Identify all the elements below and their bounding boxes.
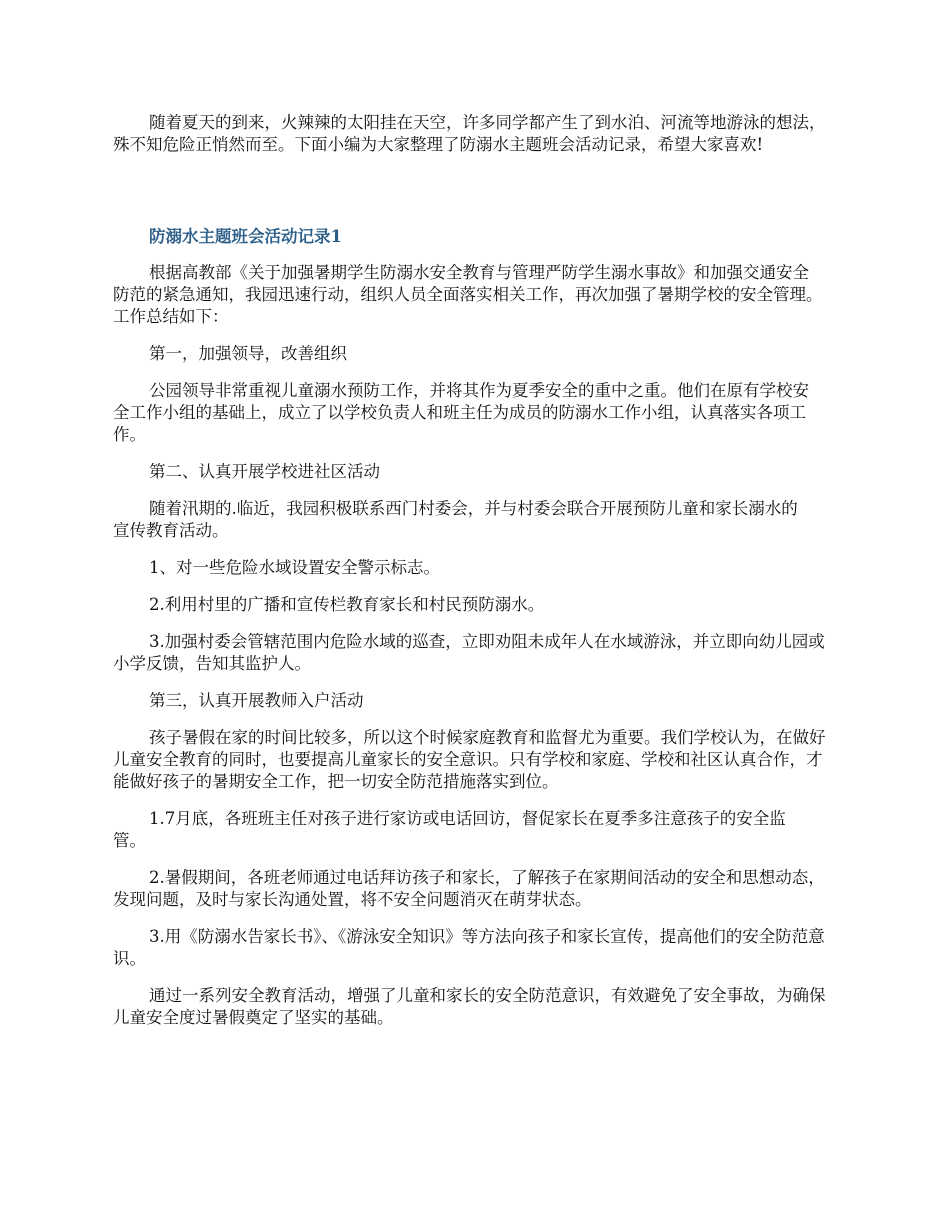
- body-paragraph: 公园领导非常重视儿童溺水预防工作，并将其作为夏季安全的重中之重。他们在原有学校安全工作小组的基础上，成立了以学校负责人和班主任为成员的防溺水工作小组，认真落实各项工作。: [113, 381, 809, 444]
- body-paragraph: 第三，认真开展教师入户活动: [149, 691, 364, 710]
- body-paragraph: 1.7月底，各班班主任对孩子进行家访或电话回访，督促家长在夏季多注意孩子的安全监管。: [113, 809, 786, 850]
- document-page: [113, 112, 837, 1044]
- section-title: 防溺水主题班会活动记录1: [149, 227, 342, 246]
- body-paragraph: 1、对一些危险水域设置安全警示标志。: [149, 558, 440, 577]
- body-paragraph: 2.利用村里的广播和宣传栏教育家长和村民预防溺水。: [149, 595, 545, 614]
- body-paragraph: 3.用《防溺水告家长书》、《游泳安全知识》等方法向孩子和家长宣传，提高他们的安全防范意识。: [113, 927, 825, 968]
- body-paragraph: 第二、认真开展学校进社区活动: [149, 462, 380, 481]
- body-paragraph: 随着汛期的.临近，我园积极联系西门村委会，并与村委会联合开展预防儿童和家长溺水的宣传教育活动。: [113, 499, 798, 540]
- body-paragraph: 2.暑假期间，各班老师通过电话拜访孩子和家长，了解孩子在家期间活动的安全和思想动态，发现问题，及时与家长沟通处置，将不安全问题消灭在萌芽状态。: [113, 868, 825, 909]
- body-paragraph: 第一，加强领导，改善组织: [149, 344, 347, 363]
- body-paragraph: 孩子暑假在家的时间比较多，所以这个时候家庭教育和监督尤为重要。我们学校认为，在做好儿童安全教育的同时，也要提高儿童家长的安全意识。只有学校和家庭、学校和社区认真合作，才能做好孩子的暑期安全工作，把一切安全防范措施落实到位。: [113, 728, 826, 791]
- intro-paragraph: 随着夏天的到来，火辣辣的太阳挂在天空，许多同学都产生了到水泊、河流等地游泳的想法，殊不知危险正悄然而至。下面小编为大家整理了防溺水主题班会活动记录，希望大家喜欢!: [113, 113, 826, 154]
- body-paragraph: 3.加强村委会管辖范围内危险水域的巡查，立即劝阻未成年人在水域游泳，并立即向幼儿园或小学反馈，告知其监护人。: [113, 632, 825, 673]
- body-paragraph: 通过一系列安全教育活动，增强了儿童和家长的安全防范意识，有效避免了安全事故，为确保儿童安全度过暑假奠定了坚实的基础。: [113, 986, 826, 1027]
- body-paragraph: 根据高教部《关于加强暑期学生防溺水安全教育与管理严防学生溺水事故》和加强交通安全防范的紧急通知，我园迅速行动，组织人员全面落实相关工作，再次加强了暑期学校的安全管理。工作总结如下：: [113, 263, 823, 326]
